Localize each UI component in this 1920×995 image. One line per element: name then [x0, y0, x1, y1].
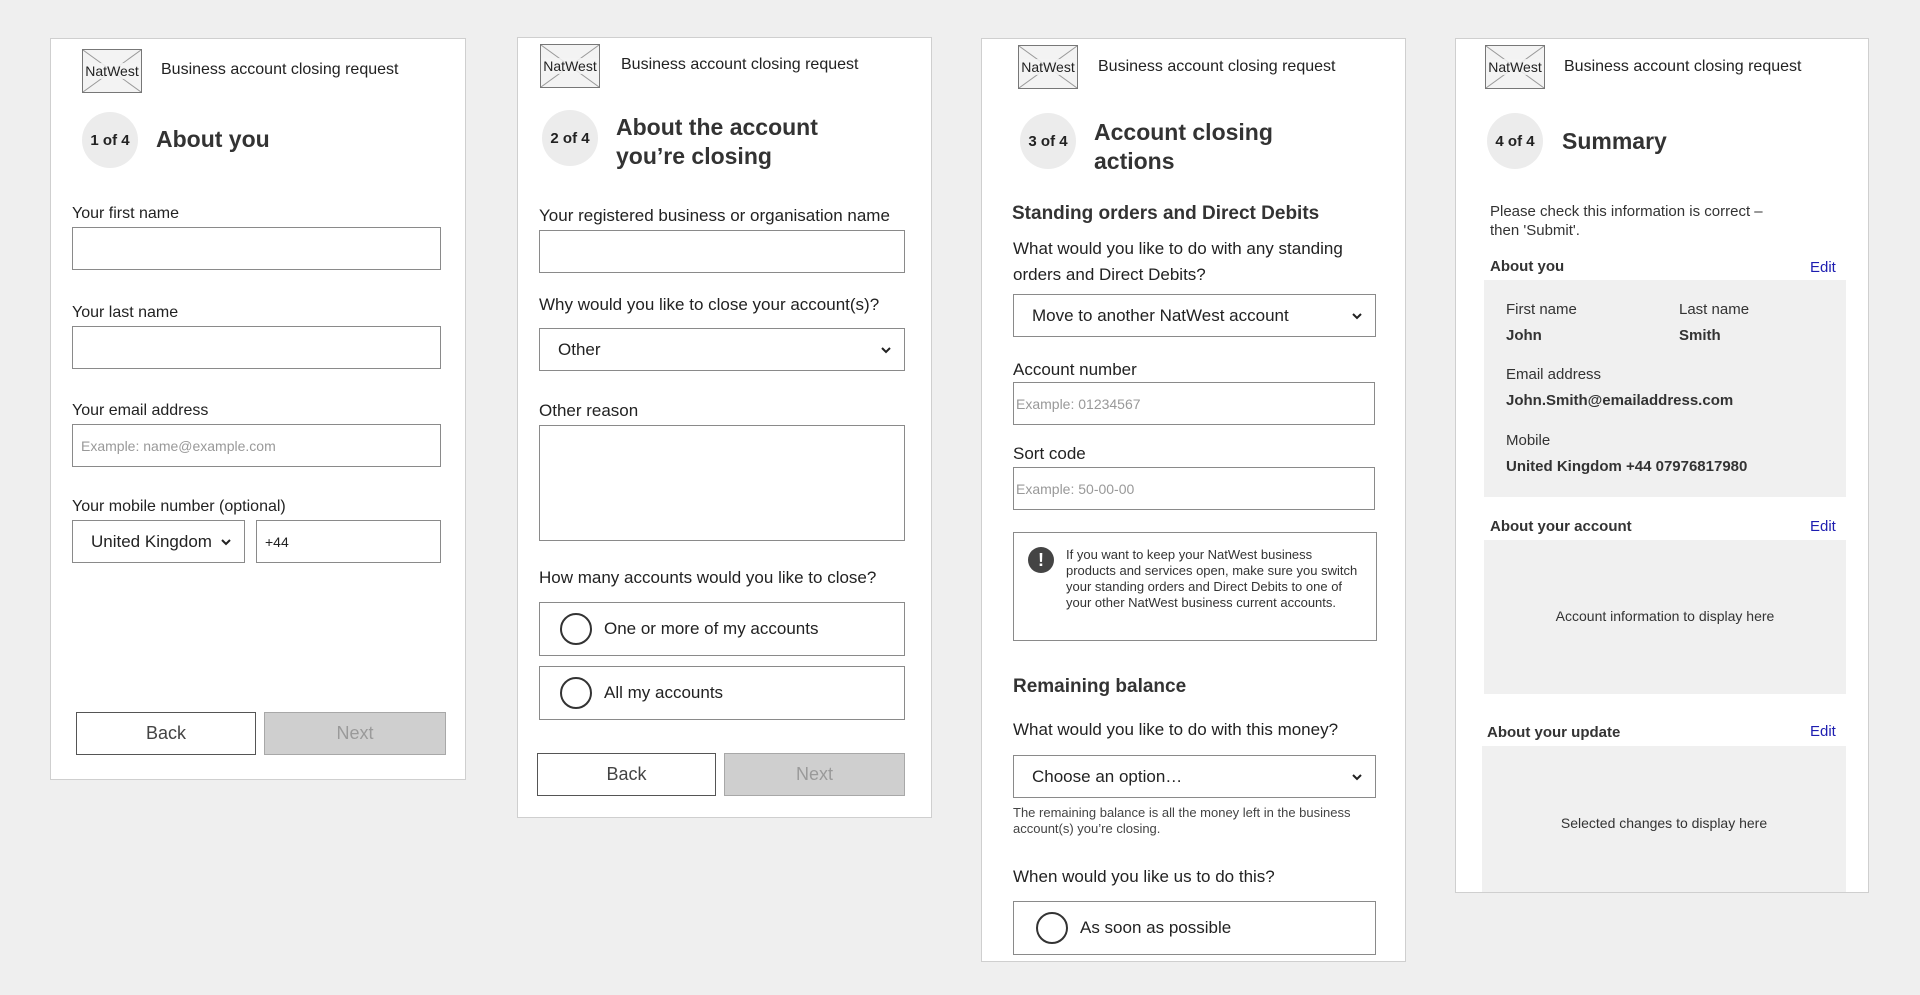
chevron-down-icon [1351, 771, 1363, 783]
email-label: Email address [1506, 366, 1602, 383]
radio-one-or-more[interactable] [539, 602, 905, 656]
mobile-value: United Kingdom +44 07976817980 [1506, 458, 1748, 475]
summary-intro: Please check this information is correct – then 'Submit'. [1490, 203, 1763, 239]
when-label: When would you like us to do this? [1013, 867, 1275, 886]
natwest-logo: NatWest [540, 44, 600, 88]
next-button[interactable]: Next [264, 712, 446, 755]
about-you-heading: About you [1490, 258, 1565, 275]
mobile-label: Your mobile number (optional) [72, 498, 286, 515]
remaining-balance-heading: Remaining balance [1013, 676, 1187, 697]
other-reason-textarea[interactable] [539, 425, 905, 541]
remaining-balance-select[interactable] [1013, 755, 1376, 798]
panel-about-you [50, 38, 466, 780]
update-placeholder: Selected changes to display here [1560, 815, 1768, 831]
page-title [616, 113, 818, 171]
standing-orders-value: Move to another NatWest account [1032, 305, 1289, 325]
radio-as-soon-as-possible[interactable] [1013, 901, 1376, 955]
org-name-field[interactable] [539, 230, 905, 273]
about-you-box [1484, 280, 1846, 497]
email-value: John.Smith@emailaddress.com [1506, 392, 1734, 409]
radio-circle [560, 613, 592, 645]
page-title-line1: Account closing [1094, 119, 1273, 145]
remaining-balance-question: What would you like to do with this money? [1013, 720, 1339, 739]
info-text: If you want to keep your NatWest business products and services open, make sure you switch your standing orders and Direct Debits to one of your other NatWest business current accounts. [1066, 547, 1358, 610]
first-name-value: John [1506, 327, 1542, 344]
header-title: Business account closing request [161, 61, 399, 78]
radio-circle [1036, 912, 1068, 944]
back-button[interactable]: Back [537, 753, 716, 796]
page-title-line2: you’re closing [616, 143, 772, 169]
radio-label: One or more of my accounts [604, 619, 819, 638]
step-indicator: 2 of 4 [542, 110, 598, 166]
step-indicator: 4 of 4 [1487, 113, 1543, 169]
panel-summary [1455, 38, 1869, 893]
first-name-field[interactable] [72, 227, 441, 270]
account-number-field[interactable]: Example: 01234567 [1013, 382, 1375, 425]
edit-about-you-link[interactable]: Edit [1810, 259, 1836, 276]
page-title [1094, 118, 1273, 176]
about-account-box [1484, 540, 1846, 694]
page-title: Summary [1562, 128, 1667, 154]
last-name-value: Smith [1679, 327, 1721, 344]
org-name-label: Your registered business or organisation name [539, 206, 890, 225]
mobile-number-field[interactable]: +44 [256, 520, 441, 563]
edit-update-link[interactable]: Edit [1810, 723, 1836, 740]
header-title: Business account closing request [1098, 58, 1336, 75]
about-update-heading: About your update [1487, 724, 1621, 741]
country-value: United Kingdom [91, 531, 212, 551]
last-name-label: Last name [1679, 301, 1750, 318]
close-reason-select[interactable] [539, 328, 905, 371]
sort-code-field[interactable]: Example: 50-00-00 [1013, 467, 1375, 510]
account-placeholder: Account information to display here [1555, 608, 1775, 624]
chevron-down-icon [220, 536, 232, 548]
warning-icon: ! [1028, 547, 1054, 573]
step-indicator: 1 of 4 [82, 112, 138, 168]
standing-orders-select[interactable] [1013, 294, 1376, 337]
standing-orders-question: What would you like to do with any standing orders and Direct Debits? [1013, 239, 1343, 284]
next-button[interactable]: Next [724, 753, 905, 796]
email-label: Your email address [72, 402, 209, 419]
page-title: About you [156, 126, 270, 152]
radio-circle [560, 677, 592, 709]
remaining-balance-value: Choose an option… [1032, 766, 1183, 786]
natwest-logo: NatWest [1485, 45, 1545, 89]
account-number-label: Account number [1013, 360, 1137, 379]
email-field[interactable]: Example: name@example.com [72, 424, 441, 467]
country-select[interactable] [72, 520, 245, 563]
header-title: Business account closing request [621, 56, 859, 73]
first-name-label: Your first name [72, 205, 180, 222]
edit-account-link[interactable]: Edit [1810, 518, 1836, 535]
about-update-box [1482, 746, 1846, 893]
close-reason-value: Other [558, 339, 601, 359]
natwest-logo: NatWest [82, 49, 142, 93]
chevron-down-icon [1351, 310, 1363, 322]
last-name-label: Your last name [72, 304, 179, 321]
radio-label: As soon as possible [1080, 918, 1232, 937]
accounts-count-label: How many accounts would you like to close? [539, 568, 877, 587]
standing-orders-heading: Standing orders and Direct Debits [1012, 203, 1320, 224]
close-reason-label: Why would you like to close your account(s)? [539, 295, 880, 314]
first-name-label: First name [1506, 301, 1577, 318]
back-button[interactable]: Back [76, 712, 256, 755]
page-title-line1: About the account [616, 114, 818, 140]
radio-label: All my accounts [604, 683, 724, 702]
remaining-balance-note: The remaining balance is all the money left in the business account(s) you’re closing. [1013, 805, 1351, 836]
about-account-heading: About your account [1490, 518, 1632, 535]
page-title-line2: actions [1094, 148, 1175, 174]
other-reason-label: Other reason [539, 401, 639, 420]
step-indicator: 3 of 4 [1020, 113, 1076, 169]
mobile-label: Mobile [1506, 432, 1551, 449]
sort-code-label: Sort code [1013, 444, 1086, 463]
chevron-down-icon [880, 344, 892, 356]
natwest-logo: NatWest [1018, 45, 1078, 89]
last-name-field[interactable] [72, 326, 441, 369]
radio-all-accounts[interactable] [539, 666, 905, 720]
panel-closing-actions [981, 38, 1406, 962]
panel-account-closing [517, 37, 932, 818]
header-title: Business account closing request [1564, 58, 1802, 75]
info-box [1013, 532, 1377, 641]
